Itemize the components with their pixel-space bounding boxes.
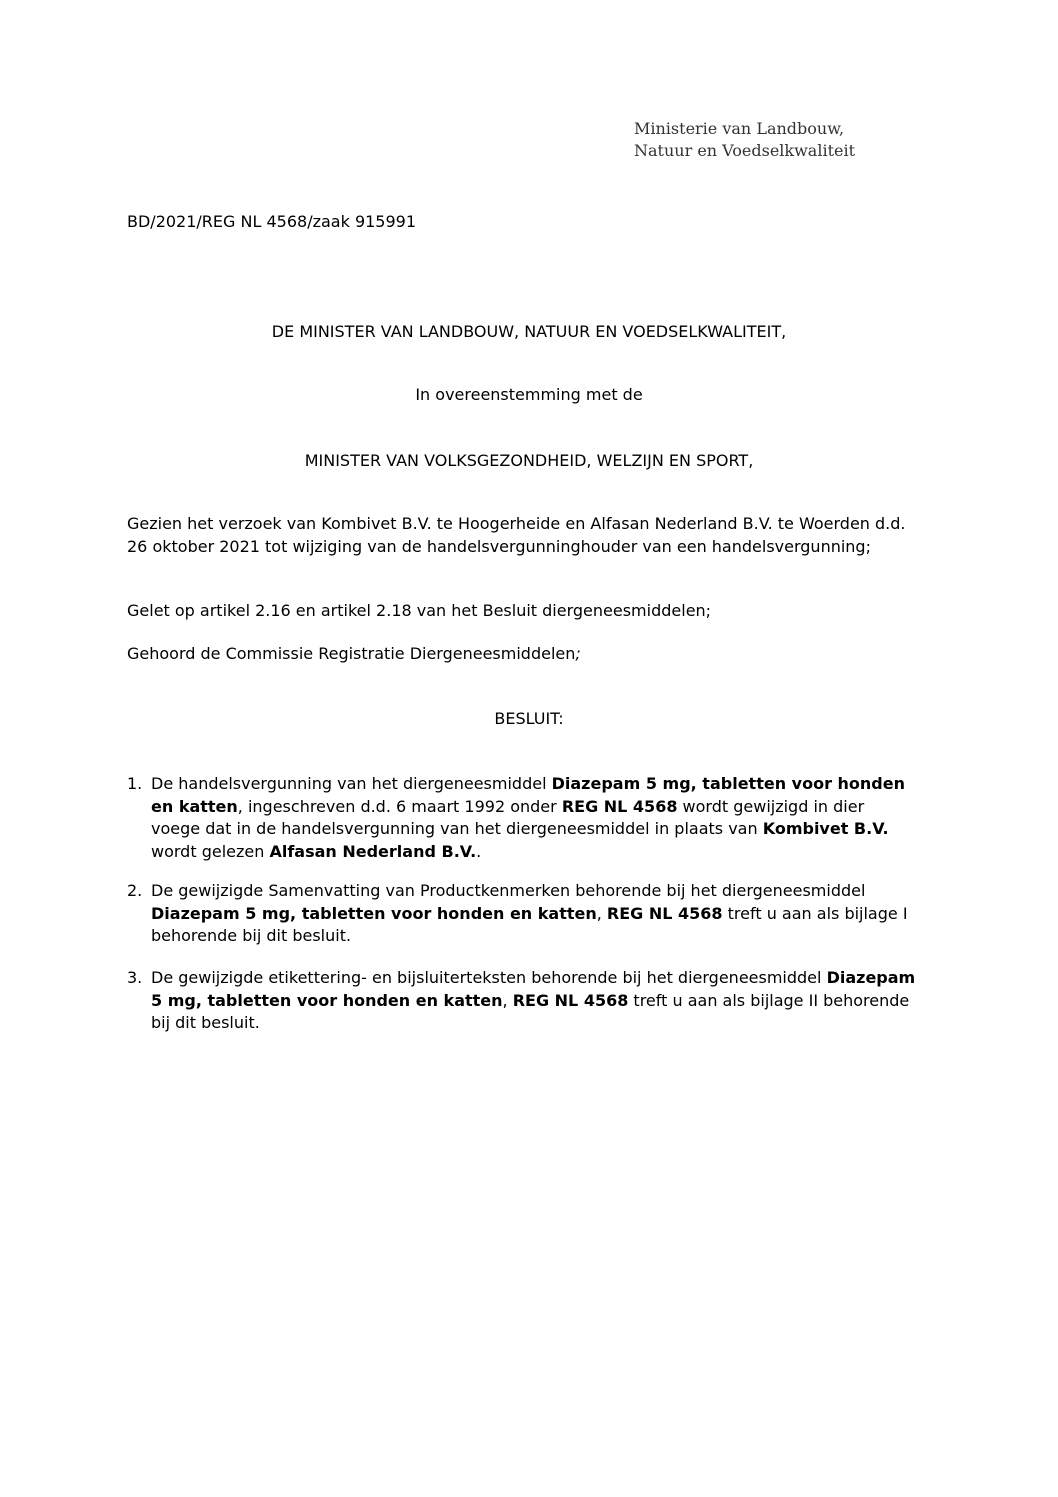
decision-text: ,: [502, 990, 513, 1010]
decision-list-2: [127, 880, 917, 948]
ministry-logo-text: [634, 118, 855, 162]
product-name: Diazepam 5 mg, tabletten voor honden en katten: [151, 968, 916, 1010]
decision-text: De gewijzigde etikettering- en bijsluiterteksten behorende bij het diergeneesmiddel: [151, 968, 827, 987]
new-holder: Alfasan Nederland B.V.: [269, 841, 477, 861]
registration-number: REG NL 4568: [561, 796, 678, 816]
ministry-name-line1: Ministerie van Landbouw,: [634, 119, 845, 138]
decision-text: De handelsvergunning van het diergeneesmiddel: [151, 774, 552, 793]
decision-text: ,: [596, 903, 607, 923]
decision-item-1: [127, 773, 917, 863]
decision-text: wordt gewijzigd in dier voege dat in de handelsvergunning van het diergeneesmiddel in plaats van: [151, 796, 865, 838]
product-name: Diazepam 5 mg, tabletten voor honden en katten: [151, 774, 905, 816]
decision-text: , ingeschreven d.d. 6 maart 1992 onder: [237, 796, 562, 816]
gehoord-end: ;: [575, 644, 581, 663]
product-name: Diazepam 5 mg, tabletten voor honden en katten: [151, 903, 597, 923]
minister-heading: DE MINISTER VAN LANDBOUW, NATUUR EN VOEDSELKWALITEIT,: [271, 322, 787, 341]
registration-number: REG NL 4568: [606, 903, 723, 923]
decision-text: wordt gelezen: [151, 841, 270, 861]
reference-number: BD/2021/REG NL 4568/zaak 915991: [127, 212, 417, 231]
second-minister-heading: MINISTER VAN VOLKSGEZONDHEID, WELZIJN EN SPORT,: [304, 451, 754, 470]
besluit-heading: BESLUIT:: [494, 709, 564, 728]
consideration-gehoord: [127, 643, 917, 666]
ministry-name-line2: Natuur en Voedselkwaliteit: [634, 141, 856, 160]
decision-number: 3.: [127, 968, 143, 987]
former-holder: Kombivet B.V.: [762, 819, 889, 838]
gehoord-text: Gehoord de Commissie Registratie Diergeneesmiddelen: [127, 644, 576, 663]
decision-text: De gewijzigde Samenvatting van Productkenmerken behorende bij het diergeneesmiddel: [151, 881, 866, 900]
decision-text: .: [476, 841, 482, 861]
registration-number: REG NL 4568: [512, 990, 629, 1010]
decision-number: 2.: [127, 881, 143, 900]
decision-list: [127, 773, 917, 863]
consideration-gezien: Gezien het verzoek van Kombivet B.V. te Hoogerheide en Alfasan Nederland B.V. te Woerden d.d. 26 oktober 2021 tot wijziging van de handelsvergunninghouder van een handelsvergunning;: [127, 514, 906, 556]
decision-number: 1.: [127, 774, 143, 793]
consideration-gelet: Gelet op artikel 2.16 en artikel 2.18 van het Besluit diergeneesmiddelen;: [127, 601, 712, 620]
decision-item-3: [127, 967, 917, 1035]
decision-text: treft u aan als bijlage II behorende bij dit besluit.: [151, 990, 910, 1032]
decision-item-2: [127, 880, 917, 948]
decision-list-3: [127, 967, 917, 1035]
agreement-line: In overeenstemming met de: [415, 385, 643, 404]
decision-text: treft u aan als bijlage I behorende bij dit besluit.: [151, 903, 908, 945]
